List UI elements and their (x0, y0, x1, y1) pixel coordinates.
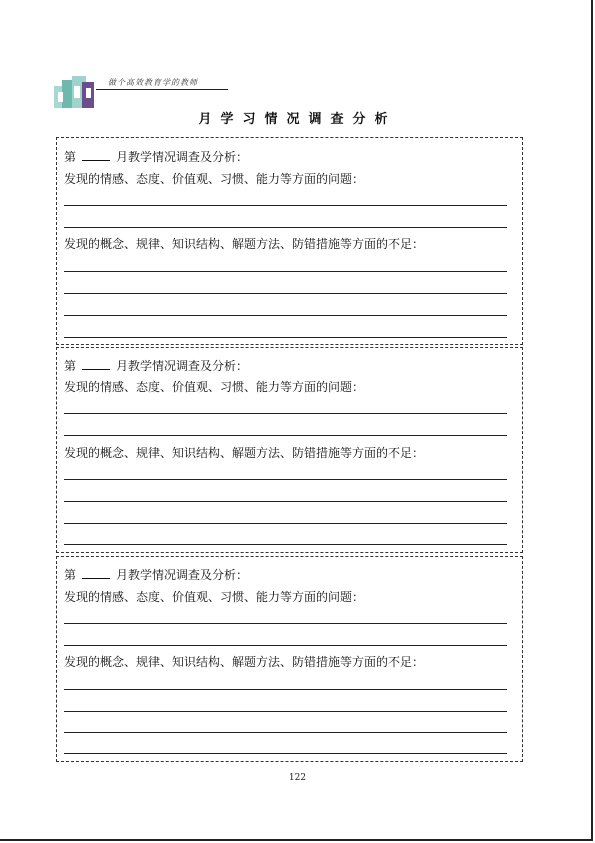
answer-line[interactable] (64, 645, 507, 646)
question-attitude: 发现的情感、态度、价值观、习惯、能力等方面的问题： (64, 590, 365, 604)
book-title: 做个高效教育学的教师 (108, 78, 198, 87)
page-title: 月学习情况调查分析 (198, 112, 397, 127)
answer-line[interactable] (64, 413, 507, 414)
question-knowledge: 发现的概念、规律、知识结构、解题方法、防错措施等方面的不足： (64, 655, 425, 669)
answer-line[interactable] (64, 501, 507, 502)
month-blank[interactable] (82, 150, 110, 161)
answer-line[interactable] (64, 435, 507, 436)
question-knowledge: 发现的概念、规律、知识结构、解题方法、防错措施等方面的不足： (64, 446, 425, 460)
month-blank[interactable] (82, 359, 110, 370)
month-prefix: 第 (64, 150, 77, 164)
month-suffix: 月教学情况调查及分析： (116, 359, 249, 373)
answer-line[interactable] (64, 479, 507, 480)
answer-line[interactable] (64, 544, 507, 545)
question-attitude: 发现的情感、态度、价值观、习惯、能力等方面的问题： (64, 172, 365, 186)
book-logo-icon (52, 72, 100, 112)
month-suffix: 月教学情况调查及分析： (116, 568, 249, 582)
survey-section-2 (56, 347, 523, 553)
answer-line[interactable] (64, 732, 507, 733)
month-blank[interactable] (82, 568, 110, 579)
header-rule (96, 89, 228, 90)
survey-section-3 (56, 556, 523, 762)
answer-line[interactable] (64, 711, 507, 712)
month-heading (64, 566, 248, 583)
question-attitude: 发现的情感、态度、价值观、习惯、能力等方面的问题： (64, 380, 365, 394)
answer-line[interactable] (64, 523, 507, 524)
answer-line[interactable] (64, 293, 507, 294)
answer-line[interactable] (64, 315, 507, 316)
page-number: 122 (288, 773, 307, 783)
answer-line[interactable] (64, 227, 507, 228)
answer-line[interactable] (64, 623, 507, 624)
answer-line[interactable] (64, 271, 507, 272)
month-suffix: 月教学情况调查及分析： (116, 150, 249, 164)
month-heading (64, 357, 248, 374)
answer-line[interactable] (64, 753, 507, 754)
answer-line[interactable] (64, 689, 507, 690)
answer-line[interactable] (64, 337, 507, 338)
month-prefix: 第 (64, 359, 77, 373)
answer-line[interactable] (64, 205, 507, 206)
month-heading (64, 148, 248, 165)
question-knowledge: 发现的概念、规律、知识结构、解题方法、防错措施等方面的不足： (64, 237, 425, 251)
survey-section-1 (56, 137, 523, 345)
month-prefix: 第 (64, 568, 77, 582)
